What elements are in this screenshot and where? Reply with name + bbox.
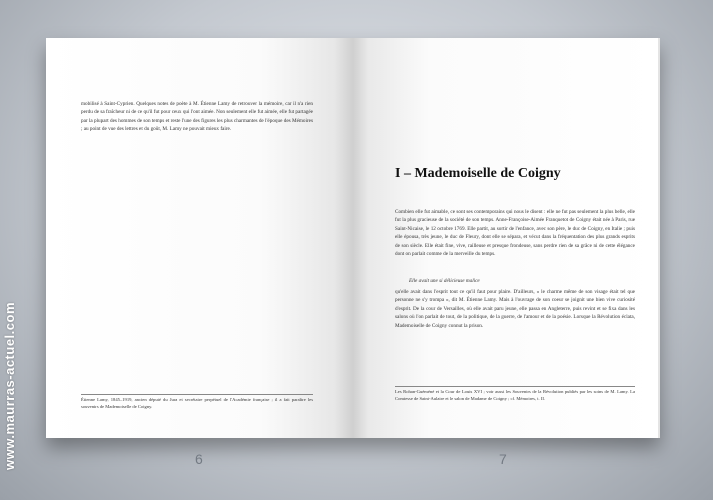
right-page-body-continued: qu'elle avait dans l'esprit tout ce qu'il faut pour plaire. D'ailleurs, « le charme même de son visage était tel que personne ne s'y trompa », dit M. Étienne Lamy. Mais à l'ouvrage de son coeur se joignit une bien vive curiosité d'esprit. De la cour de Versailles, où elle avait paru jeune, elle passa en Angleterre, puis revint et se fixa dans les salons où l'on parlait de tout, de la politique, de la guerre, de l'amour et de la poésie. Lorsque la Révolution éclata, Mademoiselle de Coigny connut la prison. xyxy=(395,289,635,329)
right-page xyxy=(353,38,660,438)
right-page-footnote: Les Rohan-Guéméné et la Cour de Louis XVI ; voir aussi les Souvenirs de la Révolution publiés par les soins de M. Lamy. La Comtesse de Saint-Aulaire et le salon de Madame de Coigny ; cf. Mémoires, t. II. xyxy=(395,386,635,403)
book-spread xyxy=(46,38,660,438)
left-page-body: mobilisé à Saint-Cyprien. Quelques notes de poète à M. Étienne Lamy de retrouver la mémoire, car il n'a rien perdu de sa fraîcheur ni de ce qu'il fut pour ceux qui l'ont aimée. Non seulement elle fut aimée, elle fut partagée par la plupart des hommes de son temps et reste l'une des figures les plus charmantes de l'époque des Mémoires ; au point de vue des lettres et du goût, M. Lamy ne pouvait mieux faire. xyxy=(81,101,313,133)
left-page xyxy=(46,38,353,438)
page-indicator-left: 6 xyxy=(195,451,203,467)
chapter-title: I – Mademoiselle de Coigny xyxy=(395,166,561,181)
watermark-text: www.maurras-actuel.com xyxy=(2,301,17,470)
left-page-footnote: Étienne Lamy, 1845–1919, ancien député du Jura et secrétaire perpétuel de l'Académie française ; il a fait paraître les souvenirs de Mademoiselle de Coigny. xyxy=(81,394,313,411)
right-page-quote: Elle avait une si délicieuse malice xyxy=(409,278,480,284)
right-page-body: Combien elle fut aimable, ce sont ses contemporains qui nous le disent : elle ne fut pas seulement la plus belle, elle fut la plus gracieuse de la société de son temps. Anne-Françoise-Aimée Franquetot de Coigny était née à Paris, rue Saint-Nicaise, le 12 octobre 1769. Elle partit, au sortir de l'enfance, avec son père, le duc de Coigny, en Italie ; puis elle épousa, très jeune, le duc de Fleury, dont elle se sépara, et vécut dans la fréquentation des plus grands esprits de son siècle. Elle était fine, vive, railleuse et presque frondeuse, sans perdre rien de sa grâce ni de cette élégance dont on parlait comme de la merveille du temps. xyxy=(395,209,635,258)
page-indicator-right: 7 xyxy=(499,451,507,467)
